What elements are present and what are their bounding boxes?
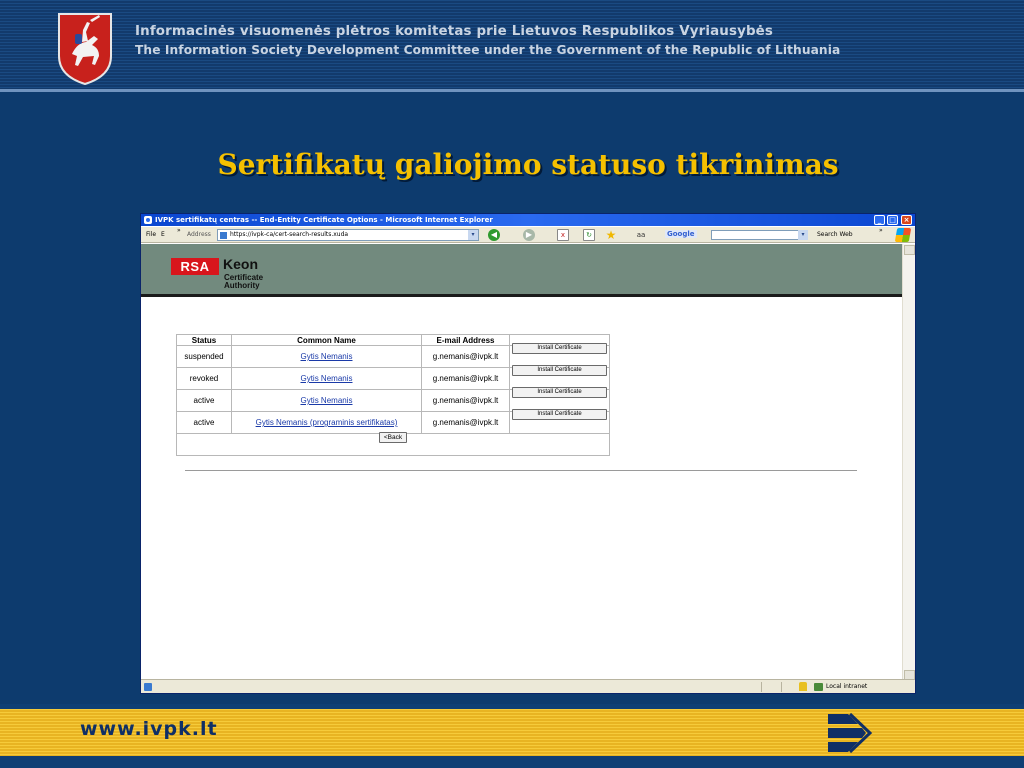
header-status: Status [177, 335, 232, 346]
table-row [177, 412, 610, 434]
page-divider [185, 470, 857, 471]
maximize-button[interactable]: □ [887, 215, 898, 225]
email-cell: g.nemanis@ivpk.lt [422, 390, 510, 412]
address-bar[interactable] [217, 229, 479, 241]
committee-name-lt: Informacinės visuomenės plėtros komitetas prie Lietuvos Respublikos Vyriausybės [135, 24, 774, 39]
menu-overflow-chevron-icon[interactable]: » [177, 227, 181, 234]
window-title: IVPK sertifikatų centras -- End-Entity Certificate Options - Microsoft Internet Explorer [155, 216, 493, 224]
lock-icon [799, 682, 807, 691]
address-url: https://ivpk-ca/cert-search-results.xuda [230, 231, 349, 238]
name-cell [232, 346, 422, 368]
toolbar-overflow-chevron-icon[interactable]: » [879, 227, 883, 234]
ca-subtitle-line2: Authority [224, 281, 260, 290]
scroll-up-icon[interactable] [904, 245, 915, 255]
page-icon [220, 232, 227, 239]
status-separator [761, 682, 762, 692]
common-name-link[interactable]: Gytis Nemanis [300, 396, 353, 405]
menu-edit[interactable]: E [161, 231, 165, 238]
status-cell: active [177, 390, 232, 412]
page-status-icon [144, 683, 152, 691]
page-content [141, 244, 903, 681]
name-cell [232, 412, 422, 434]
back-cell [177, 434, 610, 456]
google-search-input[interactable] [711, 230, 807, 240]
keon-logo-text: Keon [223, 256, 258, 272]
refresh-icon[interactable]: ↻ [583, 229, 595, 241]
status-bar [141, 679, 915, 693]
install-certificate-button[interactable]: Install Certificate [512, 387, 607, 398]
common-name-link[interactable]: Gytis Nemanis [300, 352, 353, 361]
rsa-logo: RSA [171, 258, 219, 275]
name-cell [232, 390, 422, 412]
address-dropdown-icon[interactable]: ▾ [468, 230, 478, 240]
back-row [177, 434, 610, 456]
install-certificate-button[interactable]: Install Certificate [512, 365, 607, 376]
certificate-table [176, 334, 610, 456]
back-button[interactable]: <Back [379, 432, 407, 443]
header-common-name: Common Name [232, 335, 422, 346]
common-name-link[interactable]: Gytis Nemanis [300, 374, 353, 383]
address-label: Address [187, 231, 211, 238]
vytis-coat-of-arms-icon [55, 10, 115, 86]
name-cell [232, 368, 422, 390]
action-cell [510, 412, 610, 434]
menu-file[interactable]: File [146, 231, 157, 238]
footer-url: www.ivpk.lt [80, 718, 218, 740]
vertical-scrollbar[interactable] [902, 244, 915, 681]
google-dropdown-icon[interactable]: ▾ [798, 230, 808, 240]
install-certificate-button[interactable]: Install Certificate [512, 343, 607, 354]
status-cell: suspended [177, 346, 232, 368]
keon-banner [141, 244, 903, 297]
close-button[interactable]: × [901, 215, 912, 225]
ca-subtitle-line1: Certificate [224, 273, 264, 282]
window-titlebar [141, 214, 915, 226]
windows-logo-icon [895, 228, 911, 242]
google-toolbar-label[interactable]: Google [667, 230, 695, 238]
email-cell: g.nemanis@ivpk.lt [422, 346, 510, 368]
browser-window [140, 213, 916, 694]
intranet-zone-icon [814, 683, 823, 691]
header-email: E-mail Address [422, 335, 510, 346]
status-cell: active [177, 412, 232, 434]
back-icon[interactable]: ◀ [488, 229, 500, 241]
security-zone-label: Local intranet [826, 683, 868, 690]
install-certificate-button[interactable]: Install Certificate [512, 409, 607, 420]
favorites-icon[interactable]: ★ [605, 228, 617, 242]
search-web-button[interactable]: Search Web [817, 231, 853, 238]
forward-icon[interactable]: ▶ [523, 229, 535, 241]
committee-name-en: The Information Society Development Committee under the Government of the Republic of Lithuania [135, 43, 841, 57]
minimize-button[interactable]: _ [874, 215, 885, 225]
slide-title: Sertifikatų galiojimo statuso tikrinimas [217, 148, 839, 181]
common-name-link[interactable]: Gytis Nemanis (programinis sertifikatas) [255, 418, 398, 427]
status-cell: revoked [177, 368, 232, 390]
font-size-icon[interactable]: aa [636, 231, 646, 239]
arrow-logo-icon [826, 712, 876, 754]
status-separator [781, 682, 782, 692]
browser-toolbar [141, 227, 915, 243]
email-cell: g.nemanis@ivpk.lt [422, 412, 510, 434]
ie-app-icon [144, 216, 152, 224]
header-divider [0, 89, 1024, 92]
stop-icon[interactable]: x [557, 229, 569, 241]
email-cell: g.nemanis@ivpk.lt [422, 368, 510, 390]
